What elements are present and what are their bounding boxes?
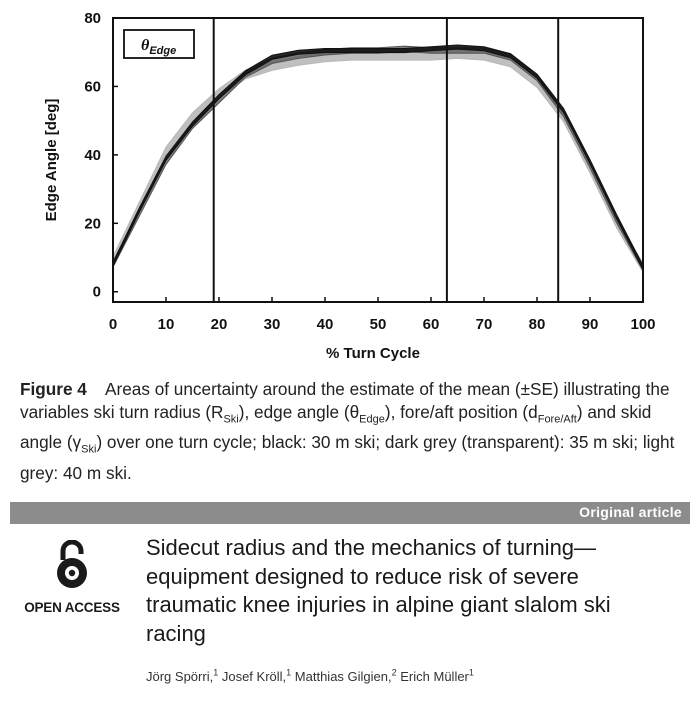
author-list	[146, 668, 686, 684]
caption-text-a: Areas of uncertainty around the estimate of the mean (±SE) illustrating the variables ski turn radius (R	[20, 379, 670, 422]
caption-text-d: ) and skid angle (γ	[20, 402, 652, 453]
author: Erich Müller$^1$	[400, 668, 474, 685]
x-tick-label: 50	[369, 316, 387, 333]
legend-symbol: θ	[141, 37, 150, 54]
x-axis-label: % Turn Cycle	[326, 345, 420, 362]
x-tick-label: 60	[422, 316, 440, 333]
author: Matthias Gilgien,$^2$	[294, 668, 397, 685]
y-tick-label: 0	[92, 283, 101, 301]
open-lock-icon	[54, 540, 90, 590]
y-tick-label: 20	[84, 215, 101, 233]
caption-sub-foreaft: Fore/Aft	[537, 413, 577, 426]
x-tick-label: 30	[263, 316, 281, 333]
x-tick-label: 100	[630, 316, 656, 333]
series-band	[113, 50, 643, 273]
caption-label: Figure 4	[20, 379, 87, 399]
y-axis-label: Edge Angle [deg]	[43, 98, 60, 222]
article-title: Sidecut radius and the mechanics of turning—equipment designed to reduce risk of severe traumatic knee injuries in alpine giant slalom ski racing	[146, 535, 611, 646]
x-tick-label: 20	[210, 316, 228, 333]
y-tick-label: 40	[84, 146, 101, 164]
caption-text-c: ), fore/aft position (d	[384, 402, 538, 422]
x-tick-label: 70	[475, 316, 493, 333]
x-tick-label: 0	[108, 316, 118, 333]
uncertainty-bands	[113, 45, 643, 272]
open-access-label: OPEN ACCESS	[24, 600, 120, 615]
legend-subscript: Edge	[149, 45, 177, 57]
x-tick-label: 80	[528, 316, 546, 333]
y-tick-label: 80	[84, 10, 101, 27]
x-tick-label: 90	[581, 316, 599, 333]
series-band	[113, 46, 643, 270]
section-banner	[10, 502, 690, 524]
caption-sub-edge: Edge	[359, 413, 385, 426]
banner-label: Original article	[579, 504, 682, 520]
caption-text-e: ) over one turn cycle; black: 30 m ski; dark grey (transparent): 35 m ski; light grey: 40 m ski.	[20, 432, 675, 483]
legend-box	[124, 30, 194, 58]
figure-caption	[20, 378, 685, 485]
author: Jörg Spörri,$^1$	[146, 668, 219, 685]
author: Josef Kröll,$^1$	[221, 668, 292, 685]
caption-sub-ski-1: Ski	[223, 413, 239, 426]
x-tick-label: 40	[316, 316, 334, 333]
series-band	[113, 45, 643, 270]
y-tick-label: 60	[84, 78, 101, 96]
open-access-badge	[22, 540, 122, 615]
caption-sub-ski-2: Ski	[81, 443, 97, 456]
x-tick-label: 10	[157, 316, 175, 333]
caption-text-b: ), edge angle (θ	[238, 402, 360, 422]
